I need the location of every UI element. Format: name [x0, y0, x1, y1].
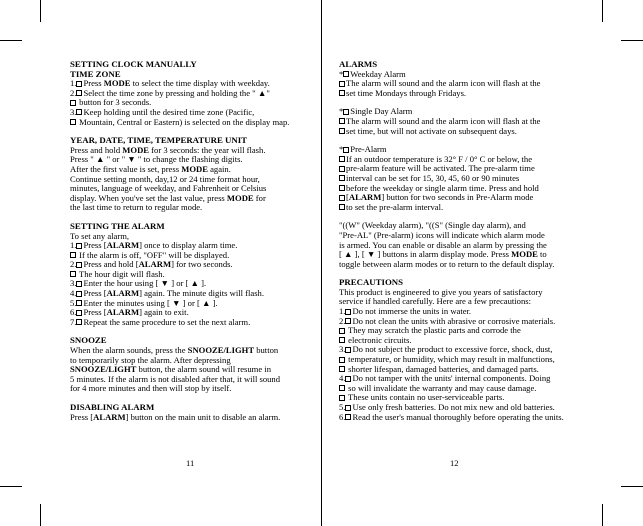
- text-run: electronic circuits.: [346, 334, 412, 345]
- checkbox-glyph-icon: [339, 118, 345, 124]
- text-run: button: [254, 345, 279, 356]
- text-run: for: [253, 192, 266, 203]
- left-column: [70, 60, 316, 422]
- text-run: set time Mondays through Fridays.: [346, 87, 467, 98]
- text-run: They may scratch the plastic parts and corrode the: [346, 325, 521, 336]
- section-heading: SNOOZE: [70, 335, 107, 346]
- text-run: Use only fresh batteries. Do not mix new and old batteries.: [352, 402, 555, 412]
- text-run: to set the pre-alarm interval.: [346, 201, 444, 212]
- text-run: 2.: [70, 259, 77, 270]
- checkbox-glyph-icon: [345, 347, 351, 353]
- page-number: 12: [450, 458, 459, 468]
- bold-text: MODE: [226, 192, 254, 203]
- text-run: to select the time display with weekday.: [130, 78, 270, 89]
- text-run: 6.: [339, 411, 346, 422]
- text-run: 5.: [339, 402, 346, 412]
- bold-text: SNOOZE/LIGHT: [70, 364, 137, 375]
- text-run: again.: [207, 163, 231, 174]
- checkbox-glyph-icon: [76, 300, 82, 306]
- text-run: Repeat the same procedure to set the next alarm.: [83, 316, 251, 327]
- text-line: [70, 118, 316, 128]
- text-run: If the alarm is off, "OFF" will be displayed.: [77, 249, 230, 260]
- text-run: ] once to display alarm time.: [139, 240, 238, 251]
- checkbox-glyph-icon: [339, 395, 345, 401]
- text-run: display. When you've set the last value, press: [70, 192, 227, 203]
- checkbox-glyph-icon: [76, 81, 82, 87]
- bold-text: ALARM: [348, 192, 382, 203]
- text-run: so will invalidate the warranty and may cause damage.: [346, 382, 537, 393]
- text-run: "Pre-AL" (Pre-alarm) icons will indicate which alarm mode: [339, 229, 545, 240]
- checkbox-glyph-icon: [339, 204, 345, 210]
- text-run: Do not tamper with the units' internal components. Doing: [352, 373, 551, 384]
- section-heading: ALARMS: [339, 59, 378, 69]
- bold-text: MODE: [103, 78, 131, 89]
- text-run: for 3 seconds: the year will flash.: [149, 144, 266, 155]
- text-run: 4.: [70, 288, 77, 299]
- checkbox-glyph-icon: [345, 309, 351, 315]
- bold-text: ALARM: [93, 411, 126, 422]
- text-run: Press and hold [: [83, 259, 139, 270]
- checkbox-glyph-icon: [339, 185, 345, 191]
- checkbox-glyph-icon: [76, 310, 82, 316]
- text-run: If an outdoor temperature is 32° F / 0° C or below, the: [346, 153, 533, 164]
- text-run: W" (Weekday alarm), "((: [348, 220, 435, 231]
- text-run: 1.: [70, 78, 77, 89]
- checkbox-glyph-icon: [339, 385, 345, 391]
- text-run: 3.: [70, 278, 77, 289]
- text-run: Press [: [83, 240, 107, 251]
- text-line: [70, 318, 316, 328]
- section-heading: SETTING THE ALARM: [70, 220, 165, 231]
- text-run: This product is engineered to give you years of satisfactory: [339, 286, 543, 297]
- text-run: When the alarm sounds, press the: [70, 345, 188, 356]
- text-run: Mountain, Central or Eastern) is selected on the display map.: [77, 116, 290, 127]
- text-line: [339, 89, 631, 99]
- text-run: button, the alarm sound will resume in: [136, 364, 272, 375]
- checkbox-glyph-icon: [339, 166, 345, 172]
- checkbox-glyph-icon: [339, 81, 345, 87]
- text-run: 1.: [70, 240, 77, 251]
- text-run: These units contain no user-serviceable parts.: [346, 392, 505, 403]
- checkbox-glyph-icon: [70, 271, 76, 277]
- checkbox-glyph-icon: [339, 128, 345, 134]
- text-run: for 4 more minutes and then will stop by itself.: [70, 383, 232, 394]
- text-run: Do not immerse the units in water.: [352, 306, 472, 317]
- text-run: Press [: [83, 307, 107, 318]
- text-run: 3.: [339, 344, 346, 355]
- text-run: to: [537, 249, 547, 260]
- text-run: Press [: [83, 288, 107, 299]
- text-run: 3.: [70, 106, 77, 117]
- text-run: Press and hold: [70, 144, 123, 155]
- checkbox-glyph-icon: [70, 100, 76, 106]
- text-run: To set any alarm,: [70, 230, 130, 241]
- checkbox-glyph-icon: [345, 318, 351, 324]
- text-run: is armed. You can enable or disable an alarm by pressing the: [339, 239, 547, 250]
- bold-text: MODE: [181, 163, 208, 174]
- text-run: Enter the minutes using [ ▼ ] or [ ▲ ].: [83, 297, 218, 308]
- checkbox-glyph-icon: [76, 262, 82, 268]
- text-run: Do not clean the units with abrasive or corrosive materials.: [352, 315, 556, 326]
- section-heading: SETTING CLOCK MANUALLY: [70, 59, 197, 69]
- text-run: to temporarily stop the alarm. After depressing: [70, 354, 231, 365]
- text-run: "((: [339, 220, 349, 231]
- text-line: [339, 203, 631, 213]
- text-run: [ ▲ ], [ ▼ ] buttons in alarm display mode. Press: [339, 249, 512, 260]
- text-run: The hour digit will flash.: [77, 268, 165, 279]
- checkbox-glyph-icon: [70, 119, 76, 125]
- checkbox-glyph-icon: [70, 252, 76, 258]
- text-run: Read the user's manual thoroughly before operating the units.: [352, 411, 564, 422]
- text-run: 7.: [70, 316, 77, 327]
- checkbox-glyph-icon: [343, 147, 349, 153]
- checkbox-glyph-icon: [76, 90, 82, 96]
- text-line: [339, 260, 631, 270]
- bold-text: ALARM: [106, 288, 140, 299]
- section-heading: DISABLING ALARM: [70, 402, 155, 412]
- checkbox-glyph-icon: [345, 376, 351, 382]
- bold-text: MODE: [122, 144, 150, 155]
- text-run: 1.: [339, 306, 346, 317]
- checkbox-glyph-icon: [339, 195, 345, 201]
- checkbox-glyph-icon: [339, 156, 345, 162]
- text-run: The alarm will sound and the alarm icon will flash at the: [346, 78, 541, 89]
- text-run: ] button on the main unit to disable an alarm.: [125, 411, 281, 422]
- section-heading: PRECAUTIONS: [339, 277, 404, 288]
- checkbox-glyph-icon: [76, 319, 82, 325]
- text-run: *: [339, 144, 344, 155]
- text-run: minutes, language of weekday, and Fahrenheit or Celsius: [70, 183, 267, 194]
- checkbox-glyph-icon: [339, 337, 345, 343]
- text-run: 4.: [339, 373, 346, 384]
- text-line: [70, 203, 316, 213]
- text-run: Keep holding until the desired time zone (Pacific,: [83, 106, 255, 117]
- checkbox-glyph-icon: [76, 291, 82, 297]
- text-run: *: [339, 106, 344, 117]
- text-run: After the first value is set, press: [70, 163, 182, 174]
- text-run: Pre-Alarm: [350, 144, 387, 155]
- bold-text: SNOOZE/LIGHT: [187, 345, 255, 356]
- bold-text: ALARM: [106, 240, 140, 251]
- checkbox-glyph-icon: [339, 175, 345, 181]
- text-run: 6.: [70, 307, 77, 318]
- text-run: ] again to exit.: [139, 307, 189, 318]
- text-run: toggle between alarm modes or to return to the default display.: [339, 258, 555, 269]
- text-run: Press " ▲ " or " ▼ " to change the flashing digits.: [70, 154, 243, 165]
- text-run: 5.: [70, 297, 77, 308]
- text-line: [339, 127, 631, 137]
- checkbox-glyph-icon: [76, 243, 82, 249]
- text-run: [: [346, 192, 349, 203]
- checkbox-glyph-icon: [339, 357, 345, 363]
- right-column: [339, 60, 631, 422]
- section-heading: YEAR, DATE, TIME, TEMPERATURE UNIT: [70, 135, 248, 146]
- checkbox-glyph-icon: [339, 90, 345, 96]
- text-run: before the weekday or single alarm time. Press and hold: [346, 182, 539, 193]
- text-run: Press [: [70, 411, 94, 422]
- text-run: Enter the hour using [ ▼ ] or [ ▲ ].: [83, 278, 207, 289]
- text-run: Weekday Alarm: [350, 68, 406, 79]
- text-run: ] button for two seconds in Pre-Alarm mode: [381, 192, 534, 203]
- text-run: service if handled carefully. Here are a few precautions:: [339, 296, 531, 307]
- text-run: Press: [83, 78, 104, 89]
- text-run: ] again. The minute digits will flash.: [139, 288, 264, 299]
- text-run: *: [339, 68, 344, 79]
- text-run: Do not subject the product to excessive force, shock, dust,: [352, 344, 553, 355]
- text-run: Select the time zone by pressing and holding the " ▲": [83, 87, 270, 98]
- text-run: 5 minutes. If the alarm is not disabled after that, it will sound: [70, 373, 281, 384]
- text-run: pre-alarm feature will be activated. The pre-alarm time: [346, 163, 535, 174]
- text-run: The alarm will sound and the alarm icon will flash at the: [346, 115, 541, 126]
- text-line: [339, 413, 631, 423]
- text-run: 2.: [339, 315, 346, 326]
- text-run: the last time to return to regular mode.: [70, 202, 203, 213]
- page-number: 11: [186, 458, 195, 468]
- text-run: S" (Single day alarm), and: [434, 220, 526, 231]
- text-run: button for 3 seconds.: [77, 97, 152, 108]
- checkbox-glyph-icon: [343, 109, 349, 115]
- checkbox-glyph-icon: [339, 366, 345, 372]
- text-run: ] for two seconds.: [171, 259, 233, 270]
- text-run: Single Day Alarm: [350, 106, 413, 117]
- bold-text: ALARM: [138, 259, 172, 270]
- text-line: [70, 384, 316, 394]
- checkbox-glyph-icon: [343, 71, 349, 77]
- checkbox-glyph-icon: [345, 405, 351, 411]
- checkbox-glyph-icon: [339, 328, 345, 334]
- text-run: temperature, or humidity, which may result in malfunctions,: [346, 354, 555, 365]
- text-run: 2.: [70, 87, 77, 98]
- text-line: [70, 413, 316, 423]
- checkbox-glyph-icon: [76, 109, 82, 115]
- text-run: interval can be set for 15, 30, 45, 60 or 90 minutes: [346, 172, 520, 183]
- bold-text: MODE: [511, 249, 538, 260]
- checkbox-glyph-icon: [76, 281, 82, 287]
- page-right: [322, 0, 643, 526]
- text-run: Continue setting month, day,12 or 24 time format hour,: [70, 173, 260, 184]
- text-run: shorter lifespan, damaged batteries, and damaged parts.: [346, 363, 539, 374]
- checkbox-glyph-icon: [345, 414, 351, 420]
- section-heading: TIME ZONE: [70, 68, 121, 79]
- bold-text: ALARM: [106, 307, 140, 318]
- text-run: set time, but will not activate on subsequent days.: [346, 125, 517, 136]
